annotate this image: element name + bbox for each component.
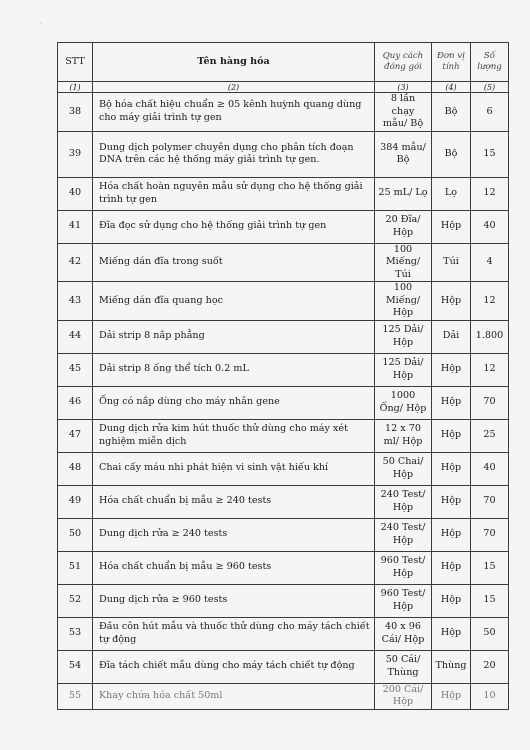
row-packing: 50 Cái/ Thùng [375,650,432,683]
row-packing: 384 mẫu/ Bộ [375,131,432,177]
header-stt: STT [58,43,93,82]
row-quantity: 12 [471,177,509,210]
table-row [58,210,509,243]
row-stt: 50 [58,518,93,551]
row-name: Miếng dán đĩa trong suốt [93,243,375,282]
row-name: Dải strip 8 nắp phẳng [93,320,375,353]
row-unit: Hộp [432,386,471,419]
table-row [58,518,509,551]
row-quantity: 12 [471,353,509,386]
row-stt: 38 [58,93,93,132]
row-name: Đĩa tách chiết mẫu dùng cho máy tách chiết tự động [93,650,375,683]
row-quantity: 10 [471,683,509,709]
row-stt: 48 [58,452,93,485]
row-stt: 51 [58,551,93,584]
column-number: (1) [58,82,93,93]
table-row [58,617,509,650]
column-number: (2) [93,82,375,93]
row-unit: Bộ [432,93,471,132]
row-stt: 41 [58,210,93,243]
table-row [58,243,509,282]
header-packing: Quy cách đóng gói [375,43,432,82]
row-packing: 20 Đĩa/ Hộp [375,210,432,243]
row-stt: 54 [58,650,93,683]
row-packing: 100 Miếng/ Hộp [375,282,432,321]
row-stt: 42 [58,243,93,282]
header-unit: Đơn vị tính [432,43,471,82]
goods-table [57,42,509,710]
row-quantity: 15 [471,131,509,177]
row-quantity: 70 [471,518,509,551]
header-quantity: Số lượng [471,43,509,82]
row-name: Dung dịch rửa kim hút thuốc thử dùng cho máy xét nghiệm miễn dịch [93,419,375,452]
row-packing: 25 mL/ Lọ [375,177,432,210]
row-name: Dung dịch polymer chuyên dụng cho phân tích đoạn DNA trên các hệ thống máy giải trình tự gen. [93,131,375,177]
row-unit: Hộp [432,617,471,650]
table-row [58,177,509,210]
table-row [58,419,509,452]
row-quantity: 20 [471,650,509,683]
table-row [58,485,509,518]
row-packing: 12 x 70 ml/ Hộp [375,419,432,452]
header-row [58,43,509,82]
row-packing: 960 Test/ Hộp [375,551,432,584]
table-row [58,353,509,386]
row-stt: 55 [58,683,93,709]
table-row [58,650,509,683]
table-row [58,282,509,321]
row-unit: Túi [432,243,471,282]
table-row [58,584,509,617]
table-row [58,386,509,419]
row-unit: Dải [432,320,471,353]
row-stt: 47 [58,419,93,452]
row-quantity: 4 [471,243,509,282]
row-stt: 46 [58,386,93,419]
column-number: (3) [375,82,432,93]
row-stt: 39 [58,131,93,177]
header-name: Tên hàng hóa [93,43,375,82]
row-packing: 125 Dải/ Hộp [375,353,432,386]
row-unit: Hộp [432,518,471,551]
row-packing: 40 x 96 Cái/ Hộp [375,617,432,650]
row-unit: Hộp [432,282,471,321]
row-unit: Hộp [432,683,471,709]
column-number: (4) [432,82,471,93]
row-name: Ống có nắp dùng cho máy nhân gene [93,386,375,419]
row-stt: 43 [58,282,93,321]
row-unit: Thùng [432,650,471,683]
row-quantity: 15 [471,551,509,584]
row-stt: 53 [58,617,93,650]
row-quantity: 12 [471,282,509,321]
row-unit: Bộ [432,131,471,177]
row-quantity: 15 [471,584,509,617]
row-name: Hóa chất chuẩn bị mẫu ≥ 240 tests [93,485,375,518]
row-unit: Hộp [432,551,471,584]
row-unit: Lọ [432,177,471,210]
row-name: Dung dịch rửa ≥ 960 tests [93,584,375,617]
row-quantity: 70 [471,485,509,518]
table-row [58,452,509,485]
table-row [58,131,509,177]
row-stt: 40 [58,177,93,210]
row-packing: 100 Miếng/ Túi [375,243,432,282]
row-name: Miếng dán đĩa quang học [93,282,375,321]
row-quantity: 40 [471,452,509,485]
row-packing: 200 Cái/ Hộp [375,683,432,709]
row-unit: Hộp [432,452,471,485]
row-quantity: 50 [471,617,509,650]
row-quantity: 70 [471,386,509,419]
row-quantity: 40 [471,210,509,243]
column-number-row [58,82,509,93]
row-name: Dung dịch rửa ≥ 240 tests [93,518,375,551]
column-number: (5) [471,82,509,93]
row-name: Đĩa đọc sử dụng cho hệ thống giải trình tự gen [93,210,375,243]
row-quantity: 6 [471,93,509,132]
row-packing: 8 lần chạy mẫu/ Bộ [375,93,432,132]
table-row [58,93,509,132]
row-name: Dải strip 8 ống thể tích 0.2 mL [93,353,375,386]
row-quantity: 1.800 [471,320,509,353]
row-packing: 240 Test/ Hộp [375,485,432,518]
row-stt: 49 [58,485,93,518]
row-name: Bộ hóa chất hiệu chuẩn ≥ 05 kênh huỳnh quang dùng cho máy giải trình tự gen [93,93,375,132]
row-stt: 52 [58,584,93,617]
table-row [58,551,509,584]
row-name: Khay chứa hóa chất 50ml [93,683,375,709]
row-name: Đầu côn hút mẫu và thuốc thử dùng cho máy tách chiết tự động [93,617,375,650]
scan-mark: . [40,19,42,26]
row-unit: Hộp [432,353,471,386]
row-unit: Hộp [432,485,471,518]
row-stt: 45 [58,353,93,386]
table-row [58,683,509,709]
row-name: Hóa chất chuẩn bị mẫu ≥ 960 tests [93,551,375,584]
row-packing: 50 Chai/ Hộp [375,452,432,485]
row-quantity: 25 [471,419,509,452]
row-stt: 44 [58,320,93,353]
row-packing: 240 Test/ Hộp [375,518,432,551]
row-unit: Hộp [432,419,471,452]
row-name: Hóa chất hoàn nguyên mẫu sử dụng cho hệ thống giải trình tự gen [93,177,375,210]
row-unit: Hộp [432,210,471,243]
row-packing: 125 Dải/ Hộp [375,320,432,353]
row-name: Chai cấy máu nhi phát hiện vi sinh vật hiếu khí [93,452,375,485]
table-row [58,320,509,353]
row-packing: 1000 Ống/ Hộp [375,386,432,419]
row-unit: Hộp [432,584,471,617]
row-packing: 960 Test/ Hộp [375,584,432,617]
